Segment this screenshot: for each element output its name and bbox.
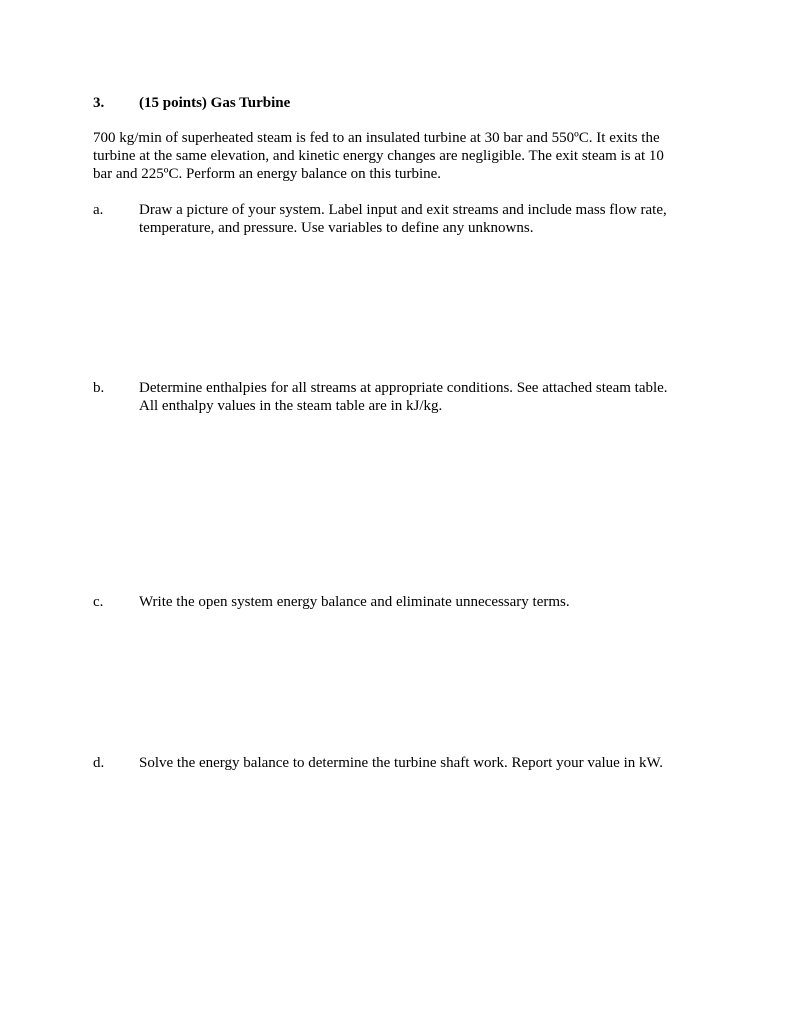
part-a-label: a. — [93, 202, 104, 218]
part-d-text — [139, 754, 719, 772]
question-title: (15 points) Gas Turbine — [139, 95, 291, 111]
problem-statement-line: 700 kg/min of superheated steam is fed to an insulated turbine at 30 bar and 550ºC. It exits the — [93, 130, 660, 146]
problem-statement — [93, 129, 703, 183]
part-c-label: c. — [93, 594, 104, 610]
part-c-line: Write the open system energy balance and eliminate unnecessary terms. — [139, 594, 570, 610]
problem-statement-line: turbine at the same elevation, and kinetic energy changes are negligible. The exit steam is at 10 — [93, 148, 664, 164]
part-d-line: Solve the energy balance to determine the turbine shaft work. Report your value in kW. — [139, 755, 664, 771]
part-a-line: Draw a picture of your system. Label input and exit streams and include mass flow rate, — [139, 202, 667, 218]
part-b-line: Determine enthalpies for all streams at appropriate conditions. See attached steam table. — [139, 380, 668, 396]
part-d-label: d. — [93, 755, 105, 771]
question-number: 3. — [93, 95, 105, 111]
part-b-text — [139, 379, 719, 415]
part-a-text — [139, 201, 719, 237]
problem-statement-line: bar and 225ºC. Perform an energy balance on this turbine. — [93, 166, 442, 182]
part-b-label: b. — [93, 380, 105, 396]
part-a-line: temperature, and pressure. Use variables to define any unknowns. — [139, 220, 534, 236]
part-c-text — [139, 593, 719, 611]
part-b-line: All enthalpy values in the steam table are in kJ/kg. — [139, 398, 443, 414]
